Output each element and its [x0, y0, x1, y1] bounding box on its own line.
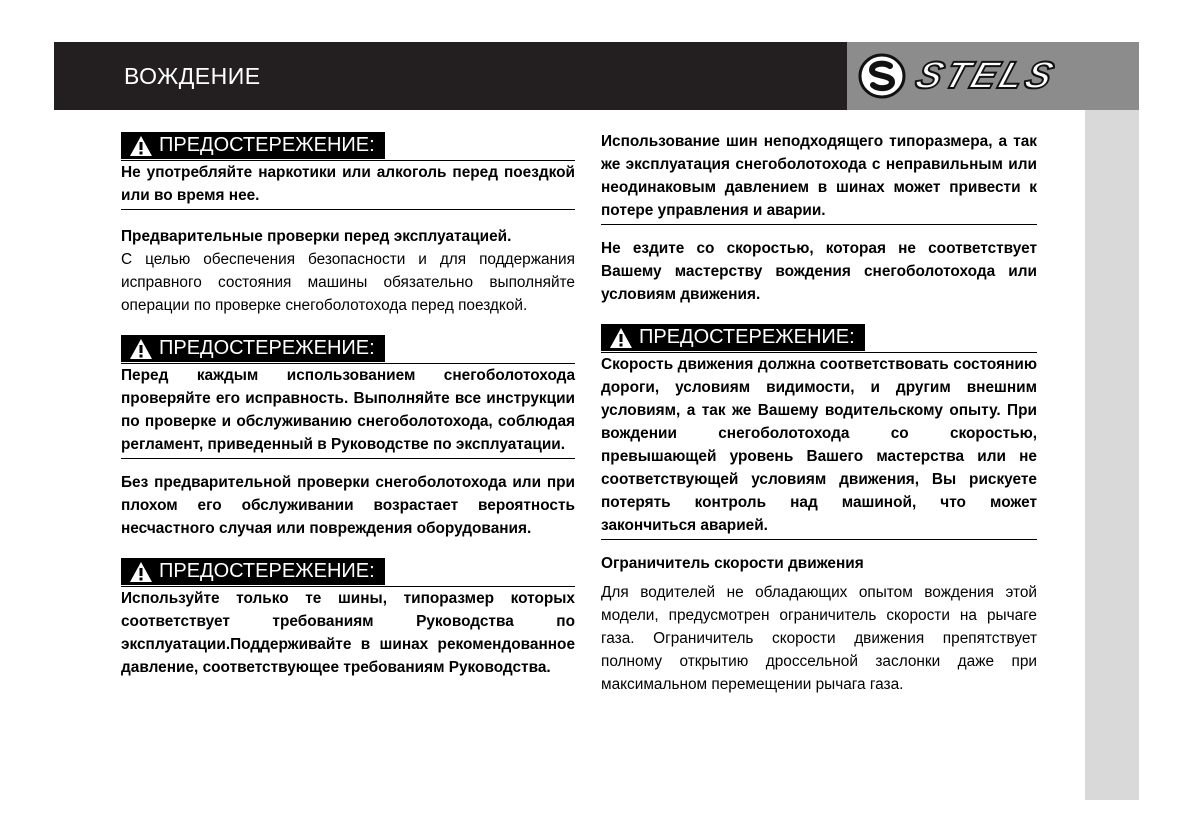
precheck-section: [121, 225, 575, 317]
warning-inspection: [121, 335, 575, 459]
warning-triangle-icon: [609, 327, 633, 349]
section-text: Для водителей не обладающих опытом вождения этой модели, предусмотрен ограничитель скорости на рычаге газа. Ограничитель скорости движения препятствует полному открытию дроссельной заслонки даже при максимальном перемещении рычага газа.: [601, 584, 1037, 693]
warning-label: ПРЕДОСТЕРЕЖЕНИЕ:: [121, 335, 385, 362]
warning-speed: [601, 324, 1037, 540]
warning-text: Используйте только те шины, типоразмер которых соответствует требованиям Руководства по эксплуатации.Поддерживайте в шинах рекомендованное давление, соответствующее требованиям Руководства.: [121, 590, 575, 676]
warning-tires: [121, 558, 575, 679]
warning-label: ПРЕДОСТЕРЕЖЕНИЕ:: [121, 132, 385, 159]
brand-name: STELS: [910, 55, 1062, 97]
page-title: ВОЖДЕНИЕ: [124, 63, 261, 89]
side-tab-bar: [1085, 110, 1139, 800]
maintenance-note: Без предварительной проверки снегоболотохода или при плохом его обслуживании возрастает вероятность несчастного случая или повреждения оборудования.: [121, 474, 575, 537]
brand-logo: [847, 42, 1139, 110]
tires-warning-continued: Использование шин неподходящего типоразмера, а так же эксплуатация снегоболотохода с неправильным или неодинаковым давлением в шинах может привести к потере управления и аварии.: [601, 130, 1037, 225]
warning-triangle-icon: [129, 561, 153, 583]
section-text: С целью обеспечения безопасности и для поддержания исправного состояния машины обязательно выполняйте операции по проверке снегоболотохода перед поездкой.: [121, 251, 575, 314]
warning-text: Не употребляйте наркотики или алкоголь перед поездкой или во время нее.: [121, 164, 575, 204]
warning-drugs: [121, 132, 575, 210]
brand-s-icon: [857, 51, 907, 101]
warning-label: ПРЕДОСТЕРЕЖЕНИЕ:: [121, 558, 385, 585]
speed-note: Не ездите со скоростью, которая не соответствует Вашему мастерству вождения снегоболотохода или условиям движения.: [601, 240, 1037, 303]
right-column: [601, 130, 1037, 696]
warning-text: Скорость движения должна соответствовать состоянию дороги, условиям видимости, и другим внешним условиям, а так же Вашему водительскому опыту. При вождении снегоболотохода со скоростью, превышающей уровень Вашего мастерства или не соответствующей условиям движения, Вы рискуете потерять контроль над машиной, что может закончиться аварией.: [601, 356, 1037, 534]
section-title: Предварительные проверки перед эксплуатацией.: [121, 228, 512, 245]
section-title: Ограничитель скорости движения: [601, 555, 864, 572]
warning-triangle-icon: [129, 338, 153, 360]
speed-limiter-section: [601, 552, 1037, 696]
warning-text: Перед каждым использованием снегоболотохода проверяйте его исправность. Выполняйте все инструкции по проверке и обслуживанию снегоболотохода, соблюдая регламент, приведенный в Руководстве по эксплуатации.: [121, 367, 575, 453]
warning-triangle-icon: [129, 135, 153, 157]
warning-label: ПРЕДОСТЕРЕЖЕНИЕ:: [601, 324, 865, 351]
page-header: [54, 42, 1139, 110]
left-column: [121, 132, 575, 679]
